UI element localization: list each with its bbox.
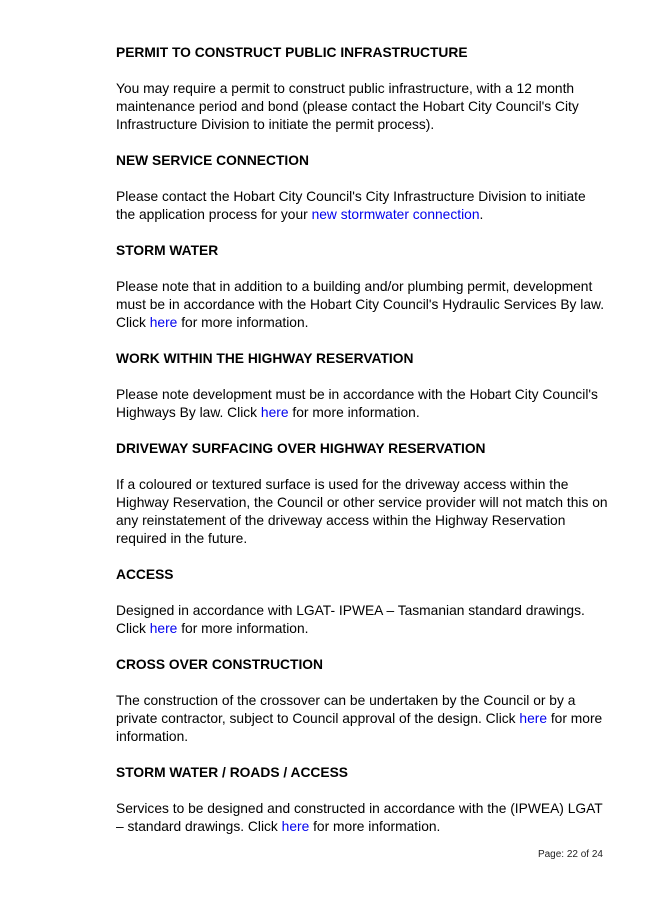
section-storm-water [116, 242, 608, 332]
section-body [116, 692, 608, 746]
section-permit-public-infrastructure [116, 44, 608, 134]
new-stormwater-connection-link[interactable]: new stormwater connection [311, 207, 480, 222]
section-driveway-surfacing [116, 440, 608, 548]
section-body [116, 800, 608, 836]
section-cross-over-construction [116, 656, 608, 746]
section-storm-water-roads-access [116, 764, 608, 836]
page-number: Page: 22 of 24 [537, 849, 603, 860]
body-text: for more information. [309, 819, 441, 834]
body-text: for more information. [288, 405, 420, 420]
section-body: You may require a permit to construct public infrastructure, with a 12 month maintenance period and bond (please contact the Hobart City Council's City Infrastructure Division to initiate the permit process). [116, 81, 579, 132]
body-text: . [479, 207, 484, 222]
section-body: If a coloured or textured surface is used for the driveway access within the Highway Reservation, the Council or other service provider will not match this on any reinstatement of the driveway access within the Highway Reservation required in the future. [116, 477, 608, 546]
section-heading: PERMIT TO CONSTRUCT PUBLIC INFRASTRUCTURE [116, 45, 468, 60]
section-heading: WORK WITHIN THE HIGHWAY RESERVATION [116, 351, 414, 366]
body-text: for more information. [116, 711, 603, 744]
body-text: for more information. [177, 621, 309, 636]
page-content [116, 44, 608, 854]
body-text: Please contact the Hobart City Council's City Infrastructure Division to initiate the application process for your [116, 189, 586, 222]
section-body [116, 386, 608, 422]
section-heading: STORM WATER / ROADS / ACCESS [116, 765, 349, 780]
body-text: Please note that in addition to a building and/or plumbing permit, development must be in accordance with the Hobart City Council's Hydraulic Services By law. Click [116, 279, 605, 330]
section-heading: STORM WATER [116, 243, 219, 258]
section-body [116, 278, 608, 332]
section-heading: NEW SERVICE CONNECTION [116, 153, 309, 168]
section-access [116, 566, 608, 638]
body-text: Services to be designed and constructed in accordance with the (IPWEA) LGAT – standard drawings. Click [116, 801, 603, 834]
body-text: Designed in accordance with LGAT- IPWEA – Tasmanian standard drawings. Click [116, 603, 585, 636]
section-highway-reservation [116, 350, 608, 422]
section-body [116, 602, 608, 638]
access-here-link[interactable]: here [149, 621, 178, 636]
section-heading: DRIVEWAY SURFACING OVER HIGHWAY RESERVATION [116, 441, 486, 456]
standard-drawings-here-link[interactable]: here [281, 819, 310, 834]
body-text: The construction of the crossover can be undertaken by the Council or by a private contractor, subject to Council approval of the design. Click [116, 693, 576, 726]
section-new-service-connection [116, 152, 608, 224]
storm-water-here-link[interactable]: here [149, 315, 178, 330]
section-heading: CROSS OVER CONSTRUCTION [116, 657, 323, 672]
section-body [116, 188, 608, 224]
crossover-here-link[interactable]: here [519, 711, 548, 726]
body-text: for more information. [177, 315, 309, 330]
highways-bylaw-here-link[interactable]: here [260, 405, 289, 420]
section-heading: ACCESS [116, 567, 174, 582]
body-text: Please note development must be in accordance with the Hobart City Council's Highways By law. Click [116, 387, 598, 420]
